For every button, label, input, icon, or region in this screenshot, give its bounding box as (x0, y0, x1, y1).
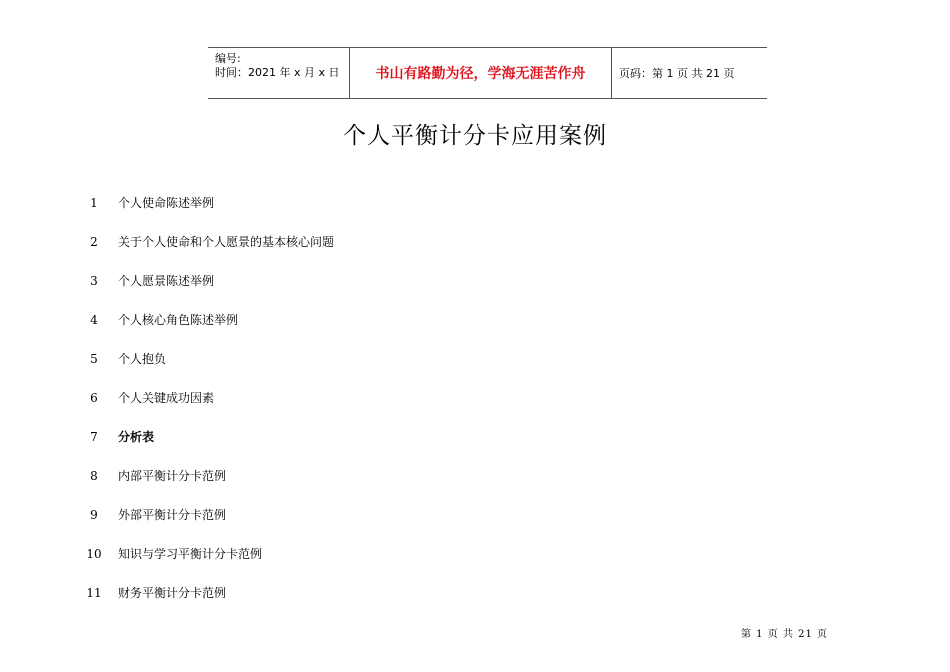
toc-item-number: 3 (90, 274, 98, 288)
toc-item (70, 311, 334, 350)
toc-item (70, 506, 334, 545)
toc-item (70, 584, 334, 623)
header-meta-cell (208, 48, 350, 98)
toc-item-number: 9 (90, 508, 98, 522)
toc-item-label: 外部平衡计分卡范例 (118, 508, 227, 522)
toc-item-number: 7 (90, 430, 98, 444)
toc-item-label: 关于个人使命和个人愿景的基本核心问题 (118, 235, 335, 249)
header-motto: 书山有路勤为径，学海无涯苦作舟 (350, 48, 612, 98)
document-number-label: 编号: (215, 52, 241, 65)
toc-item-number: 8 (90, 469, 98, 483)
document-time-label: 时间：2021 年 x 月 x 日 (215, 66, 340, 79)
toc-item-label: 个人关键成功因素 (118, 391, 215, 405)
toc-item-number: 6 (90, 391, 98, 405)
toc-item (70, 194, 334, 233)
toc-item-number: 11 (86, 586, 102, 600)
toc-item (70, 233, 334, 272)
toc-item-label: 个人愿景陈述举例 (118, 274, 215, 288)
toc-item (70, 428, 334, 467)
toc-item (70, 545, 334, 584)
toc-item-label: 个人抱负 (118, 352, 167, 366)
toc-item-label: 个人使命陈述举例 (118, 196, 215, 210)
toc-item-label: 内部平衡计分卡范例 (118, 469, 227, 483)
toc-item-number: 5 (90, 352, 98, 366)
toc-item-label: 分析表 (118, 430, 155, 444)
table-of-contents (70, 194, 334, 623)
toc-item (70, 350, 334, 389)
toc-item-label: 知识与学习平衡计分卡范例 (118, 547, 263, 561)
toc-item-number: 2 (90, 235, 98, 249)
document-title: 个人平衡计分卡应用案例 (343, 123, 607, 149)
toc-item-number: 1 (90, 196, 98, 210)
toc-item (70, 389, 334, 428)
toc-item (70, 272, 334, 311)
toc-item-number: 4 (90, 313, 98, 327)
toc-item-number: 10 (86, 547, 102, 561)
toc-item-label: 财务平衡计分卡范例 (118, 586, 227, 600)
toc-item-label: 个人核心角色陈述举例 (118, 313, 239, 327)
header-page-info: 页码：第 1 页 共 21 页 (619, 67, 735, 80)
document-header (208, 47, 767, 99)
toc-item (70, 467, 334, 506)
page-footer: 第 1 页 共 21 页 (741, 629, 828, 640)
